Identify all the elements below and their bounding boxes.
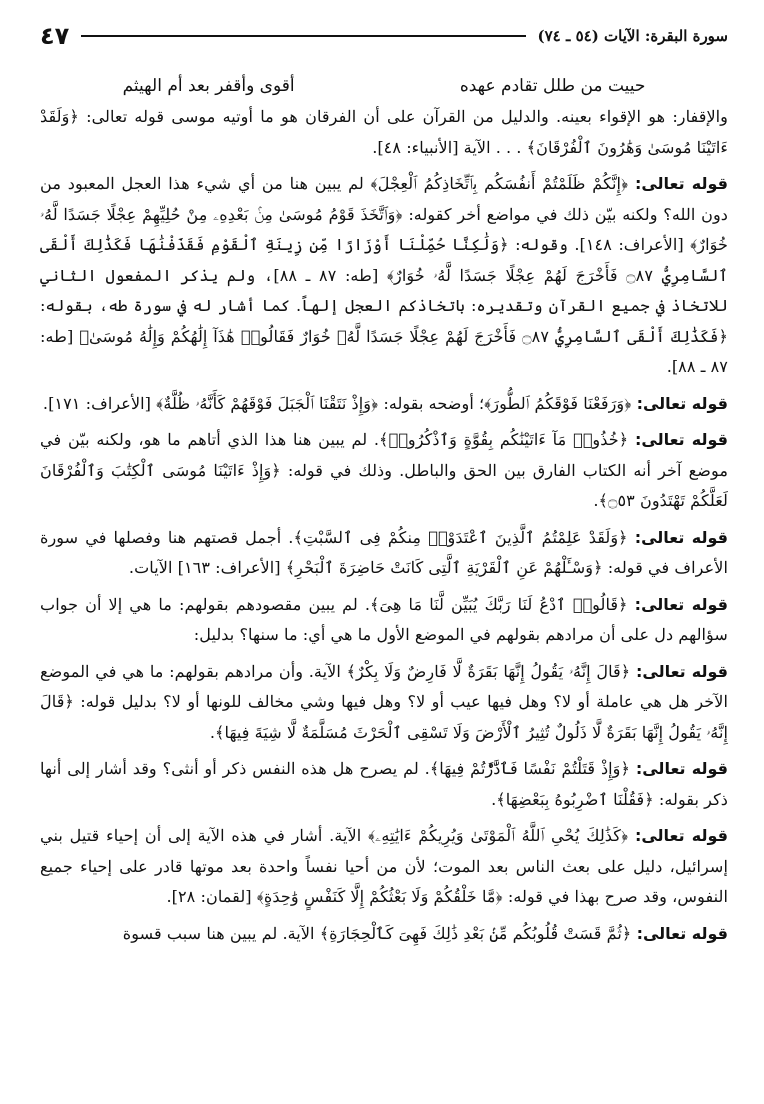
header-rule <box>81 35 525 37</box>
body-text <box>40 102 728 949</box>
paragraph-text: ﴿ثُمَّ قَسَتْ قُلُوبُكُم مِّنۢ بَعْدِ ذَٰلِكَ فَهِىَ كَٱلْحِجَارَةِ﴾ الآية. لم يبين هنا سبب قسوة <box>122 923 632 943</box>
poem-hemistich-right: حييت من طلل تقادم عهده <box>459 76 646 96</box>
paragraph <box>40 919 728 950</box>
paragraph-text: ﴿وَإِذْ قَتَلْتُمْ نَفْسًا فَٱدَّٰرَْٰٔتُمْ فِيهَا﴾. لم يصرح هل هذه النفس ذكر أو أنثى؟ وقد أشار إلى أنها ذكر بقوله: ﴿فَقُلْنَا ٱضْرِبُوهُ بِبَعْضِهَا﴾. <box>40 759 728 809</box>
paragraph <box>40 821 728 913</box>
paragraph <box>40 389 728 420</box>
paragraph <box>40 590 728 651</box>
paragraph-text: والإقفار: هو الإقواء بعينه. والدليل من القرآن على أن الفرقان هو ما أوتيه موسى قوله تعالى: ﴿وَلَقَدْ ءَاتَيْنَا مُوسَىٰ وَهَٰرُونَ ٱلْفُرْقَانَ﴾ . . . الآية [الأنبياء: ٤٨]. <box>40 107 728 157</box>
paragraph <box>40 169 728 383</box>
paragraph-lead: قوله تعالى: <box>634 826 728 845</box>
poem-hemistich-left: أقوى وأقفر بعد أم الهيثم <box>122 76 295 96</box>
paragraph-lead: قوله تعالى: <box>636 393 728 413</box>
paragraph-text: ﴿وَرَفَعْنَا فَوْقَكُمُ ٱلطُّورَ﴾؛ أوضحه بقوله: ﴿وَإِذْ نَتَقْنَا ٱلْجَبَلَ فَوْقَهُمْ كَأَنَّهُۥ ظُلَّةٌ﴾ [الأعراف: ١٧١]. <box>42 393 632 413</box>
paragraph-lead: قوله تعالى: <box>634 527 728 547</box>
paragraph-text: ﴿قَالُوا۟ ٱدْعُ لَنَا رَبَّكَ يُبَيِّن لَّنَا مَا هِىَ﴾. لم يبين مقصودهم بقولهم: ما هي إلا أن جواب سؤالهم دل على أن مرادهم بقولهم في الموضع الأول ما هي أي: ما سنها؟ بدليل: <box>40 594 728 644</box>
running-title: سورة البقرة: الآيات (٥٤ ـ ٧٤) <box>537 27 728 45</box>
paragraph-lead: قوله تعالى: <box>634 430 728 449</box>
paragraph <box>40 425 728 517</box>
poem-verse <box>40 76 728 96</box>
paragraph-text: ﴿خُذُوا۟ مَآ ءَاتَيْنَٰكُم بِقُوَّةٍ وَٱذْكُرُوا۟﴾. لم يبين هنا هذا الذي أتاهم ما هو، ولكنه بيّن في موضع آخر أنه الكتاب الفارق بين الحق والباطل. وذلك في قوله: ﴿وَإِذْ ءَاتَيْنَا مُوسَى ٱلْكِتَٰبَ وَٱلْفُرْقَانَ لَعَلَّكُمْ تَهْتَدُونَ ۝٥٣﴾. <box>40 430 728 510</box>
paragraph-lead: قوله تعالى: <box>634 174 728 193</box>
page-number: ٤٧ <box>40 22 70 50</box>
paragraph-text: ﴿وَلَقَدْ عَلِمْتُمُ ٱلَّذِينَ ٱعْتَدَوْا۟ مِنكُمْ فِى ٱلسَّبْتِ﴾. أجمل قصتهم هنا وفصلها في سورة الأعراف في قوله: ﴿وَسْـَٔلْهُمْ عَنِ ٱلْقَرْيَةِ ٱلَّتِى كَانَتْ حَاضِرَةَ ٱلْبَحْرِ﴾ [الأعراف: ١٦٣] الآيات. <box>40 527 728 577</box>
paragraph <box>40 657 728 749</box>
page-header <box>40 16 728 56</box>
paragraph <box>40 754 728 815</box>
paragraph-text: ﴿كَذَٰلِكَ يُحْىِ ٱللَّهُ ٱلْمَوْتَىٰ وَيُرِيكُمْ ءَايَٰتِهِۦ﴾ الآية. أشار في هذه الآية إلى أن إحياء قتيل بني إسرائيل، دليل على بعث الناس بعد الموت؛ لأن من أحيا نفساً واحدة بعد موتها قادر على إحياء جميع النفوس، وقد صرح بهذا في قوله: ﴿مَّا خَلْقُكُمْ وَلَا بَعْثُكُمْ إِلَّا كَنَفْسٍ وَٰحِدَةٍ﴾ [لقمان: ٢٨]. <box>40 826 728 906</box>
paragraph <box>40 102 728 163</box>
paragraph <box>40 523 728 584</box>
paragraph-lead: قوله تعالى: <box>636 923 728 943</box>
paragraph-lead: قوله تعالى: <box>635 759 728 778</box>
paragraph-text: ﴿إِنَّكُمْ ظَلَمْتُمْ أَنفُسَكُم بِٱتِّخَاذِكُمُ ٱلْعِجْلَ﴾ لم يبين هنا من أي شيء هذا العجل المعبود من دون الله؟ ولكنه بيّن ذلك في مواضع أخر كقوله: ﴿وَٱتَّخَذَ قَوْمُ مُوسَىٰ مِنۢ بَعْدِهِۦ مِنْ حُلِيِّهِمْ عِجْلًا جَسَدًا لَّهُۥ خُوَارٌ﴾ [الأعراف: ١٤٨]. وقوله: ﴿وَلَٰكِنَّا حُمِّلْنَا أَوْزَارًا مِّن زِينَةِ ٱلْقَوْمِ فَقَذَفْنَٰهَا فَكَذَٰلِكَ أَلْقَى ٱلسَّامِرِيُّ ۝٨٧ فَأَخْرَجَ لَهُمْ عِجْلًا جَسَدًا لَّهُۥ خُوَارٌ﴾ [طه: ٨٧ ـ ٨٨]، ولم يذكر المفعول الثاني للاتخاذ في جميع القرآن وتقديره: باتخاذكم العجل إلهاً. كما أشار له في سورة طه، بقوله: ﴿فَكَذَٰلِكَ أَلْقَى ٱلسَّامِرِيُّ ۝٨٧ فَأَخْرَجَ لَهُمْ عِجْلًا جَسَدًا لَّهُۥ خُوَارٌ فَقَالُوا۟ هَٰذَآ إِلَٰهُكُمْ وَإِلَٰهُ مُوسَىٰ﴾ [طه: ٨٧ ـ ٨٨]. <box>40 174 728 376</box>
paragraph-lead: قوله تعالى: <box>636 661 728 681</box>
paragraph-lead: قوله تعالى: <box>634 594 728 614</box>
paragraph-text: ﴿قَالَ إِنَّهُۥ يَقُولُ إِنَّهَا بَقَرَةٌ لَّا فَارِضٌ وَلَا بِكْرٌ﴾ الآية. وأن مرادهم بقولهم: ما هي في الموضع الآخر هل هي عاملة أو لا؟ وهل فيها عيب أو لا؟ وهل فيها وشي مخالف للونها أو لا؟ بدليل قوله: ﴿قَالَ إِنَّهُۥ يَقُولُ إِنَّهَا بَقَرَةٌ لَّا ذَلُولٌ تُثِيرُ ٱلْأَرْضَ وَلَا تَسْقِى ٱلْحَرْثَ مُسَلَّمَةٌ لَّا شِيَةَ فِيهَا﴾. <box>40 661 728 742</box>
